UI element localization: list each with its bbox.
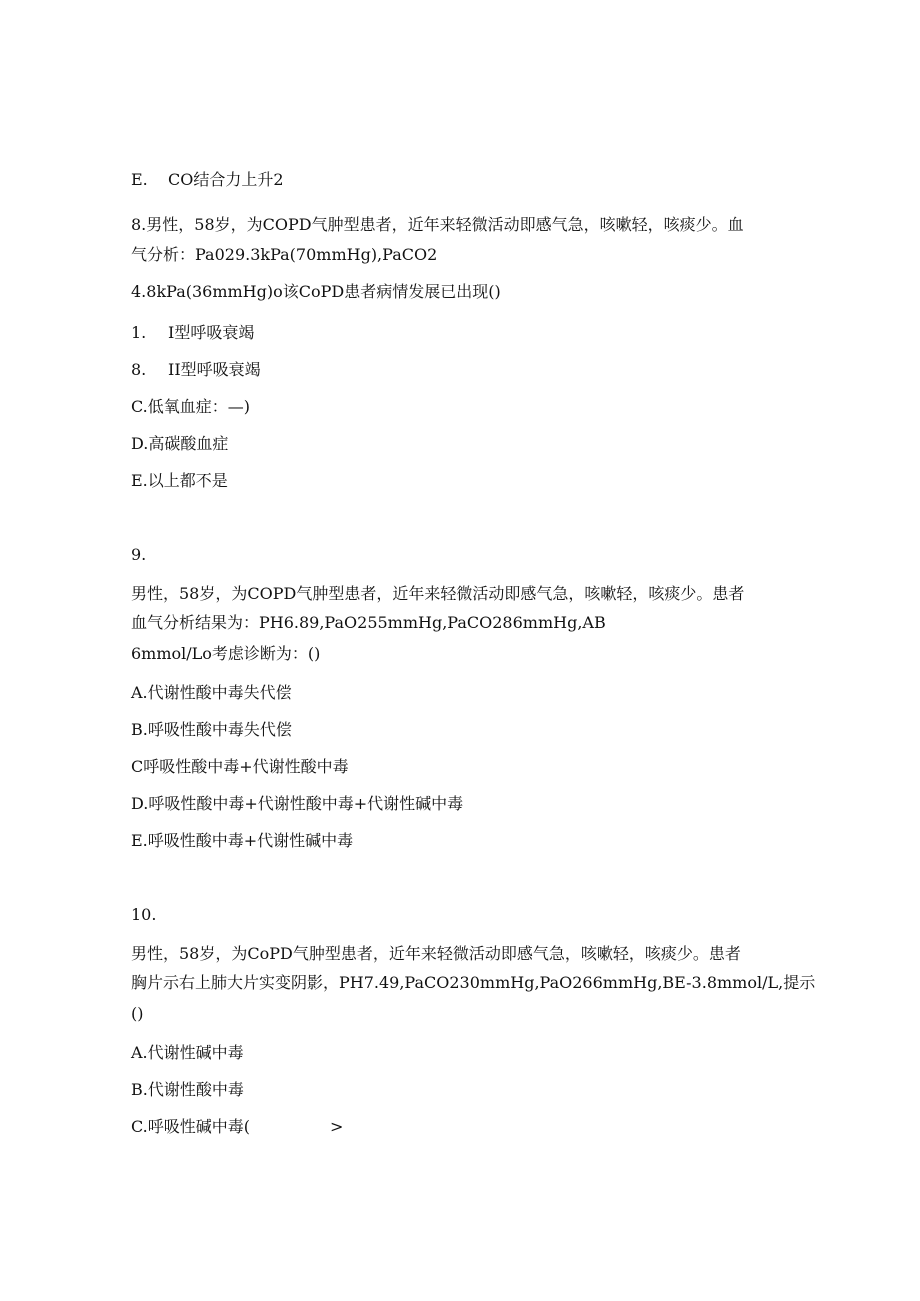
q9-option-e: E.呼吸性酸中毒+代谢性碱中毒 xyxy=(131,831,354,850)
q7-option-e-text: CO结合力上升2 xyxy=(168,170,284,189)
q9-stem-line2: 血气分析结果为：PH6.89,PaO255mmHg,PaCO286mmHg,AB xyxy=(131,613,606,632)
q7-option-e xyxy=(131,170,284,190)
q8-stem-line2: 气分析：Pa029.3kPa(70mmHg),PaCO2 xyxy=(131,245,438,264)
q9-stem-line3: 6mmol∕Lo考虑诊断为：() xyxy=(131,644,321,663)
q9-number: 9. xyxy=(131,545,147,564)
q9-option-c: C呼吸性酸中毒+代谢性酸中毒 xyxy=(131,757,349,776)
q8-option-e: E.以上都不是 xyxy=(131,471,228,490)
q8-option-1-num: 1. xyxy=(131,323,147,342)
q9-option-a: A.代谢性酸中毒失代偿 xyxy=(131,683,292,702)
q8-option-2 xyxy=(131,360,261,380)
q8-stem-line1: 8.男性，58岁，为COPD气肿型患者，近年来轻微活动即感气急，咳嗽轻，咳痰少。血 xyxy=(131,215,744,234)
q7-option-e-letter: E. xyxy=(131,170,148,189)
q9-option-d: D.呼吸性酸中毒+代谢性酸中毒+代谢性碱中毒 xyxy=(131,794,464,813)
q10-option-c: C.呼吸性碱中毒( > xyxy=(131,1117,344,1136)
q10-option-b: B.代谢性酸中毒 xyxy=(131,1080,244,1099)
q8-stem-line3: 4.8kPa(36mmHg)o该CoPD患者病情发展已出现() xyxy=(131,282,501,301)
q9-option-b: B.呼吸性酸中毒失代偿 xyxy=(131,720,292,739)
q10-stem-line3: () xyxy=(131,1004,144,1023)
q8-option-2-num: 8. xyxy=(131,360,147,379)
q8-option-2-text: II型呼吸衰竭 xyxy=(168,360,261,379)
q10-stem-line1: 男性，58岁，为CoPD气肿型患者，近年来轻微活动即感气急，咳嗽轻，咳痰少。患者 xyxy=(131,944,741,963)
q8-option-1-text: I型呼吸衰竭 xyxy=(168,323,255,342)
q8-option-d: D.高碳酸血症 xyxy=(131,434,229,453)
q10-option-a: A.代谢性碱中毒 xyxy=(131,1043,244,1062)
q10-stem-line2: 胸片示右上肺大片实变阴影，PH7.49,PaCO230mmHg,PaO266mmHg,BE-3.8mmol∕L,提示 xyxy=(131,973,816,992)
q9-stem-line1: 男性，58岁，为COPD气肿型患者，近年来轻微活动即感气急，咳嗽轻，咳痰少。患者 xyxy=(131,584,745,603)
q10-number: 10. xyxy=(131,905,157,924)
q8-option-1 xyxy=(131,323,254,343)
q8-option-c: C.低氧血症：—) xyxy=(131,397,251,416)
